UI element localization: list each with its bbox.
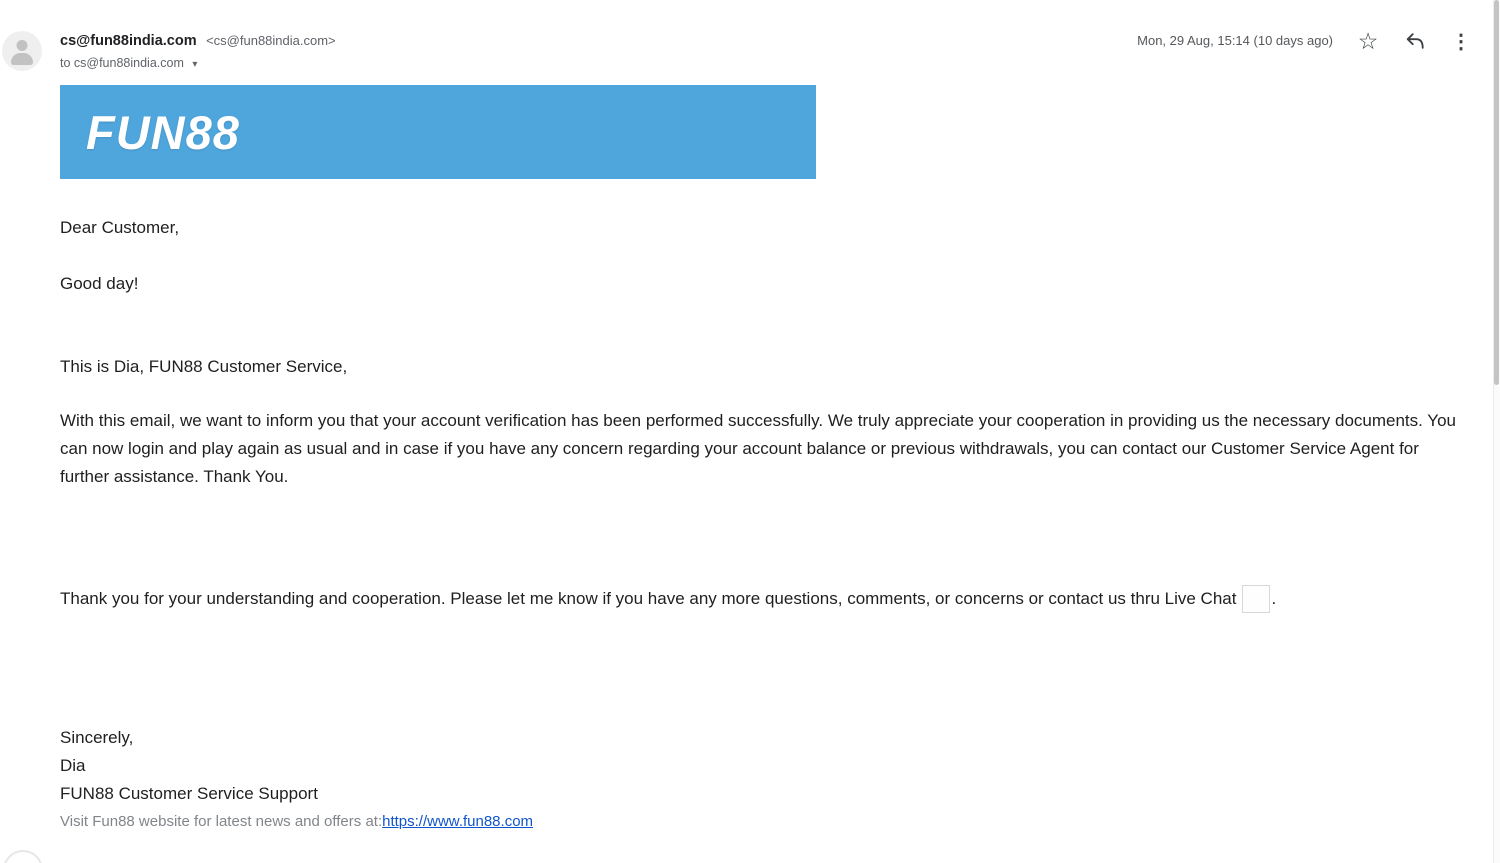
fun88-logo: FUN88 <box>86 105 240 159</box>
more-options-button[interactable] <box>1445 25 1477 57</box>
star-button[interactable] <box>1352 25 1384 57</box>
closing-text: Thank you for your understanding and cooperation. Please let me know if you have any more questions, comments, or concerns or contact us thru Live Chat <box>60 589 1237 608</box>
intro-text: This is Dia, FUN88 Customer Service, <box>60 357 348 376</box>
sender-email: <cs@fun88india.com> <box>206 33 336 48</box>
broken-image-placeholder[interactable] <box>1242 585 1270 613</box>
star-icon: ☆ <box>1357 27 1379 54</box>
signature-block <box>60 724 318 808</box>
fun88-banner[interactable] <box>60 85 816 179</box>
closing-paragraph <box>60 585 1456 613</box>
fun88-website-link[interactable]: https://www.fun88.com <box>382 813 534 830</box>
chevron-down-icon: ▾ <box>192 59 198 70</box>
sender-avatar[interactable] <box>2 31 42 71</box>
message-timestamp: Mon, 29 Aug, 15:14 (10 days ago) <box>1137 33 1333 48</box>
signature-line: Sincerely, <box>60 728 134 747</box>
recipient-dropdown[interactable] <box>60 56 197 70</box>
sender-name: cs@fun88india.com <box>60 33 197 49</box>
signature-line: Dia <box>60 756 86 775</box>
reply-button[interactable] <box>1399 25 1431 57</box>
closing-period: . <box>1271 589 1277 608</box>
recipient-label: to cs@fun88india.com <box>60 56 184 70</box>
more-vertical-icon: ⋮ <box>1451 30 1471 53</box>
next-message-avatar[interactable] <box>3 850 43 863</box>
scrollbar-thumb[interactable] <box>1494 0 1499 385</box>
scrollbar-track[interactable] <box>1493 0 1500 863</box>
greeting-text: Dear Customer, <box>60 218 180 237</box>
reply-icon <box>1404 31 1426 51</box>
avatar-person-icon <box>17 40 28 51</box>
sender-line <box>60 32 336 50</box>
avatar-person-icon <box>11 53 33 65</box>
goodday-text: Good day! <box>60 274 139 293</box>
footer-text: Visit Fun88 website for latest news and offers at: <box>60 813 383 830</box>
footer-line <box>60 811 533 833</box>
signature-line: FUN88 Customer Service Support <box>60 784 318 803</box>
body-paragraph: With this email, we want to inform you that your account verification has been performed successfully. We truly appreciate your cooperation in providing us the necessary documents. You can now login and play again as usual and in case if you have any concern regarding your account balance or previous withdrawals, you can contact our Customer Service Agent for further assistance. Thank You. <box>60 411 1456 486</box>
